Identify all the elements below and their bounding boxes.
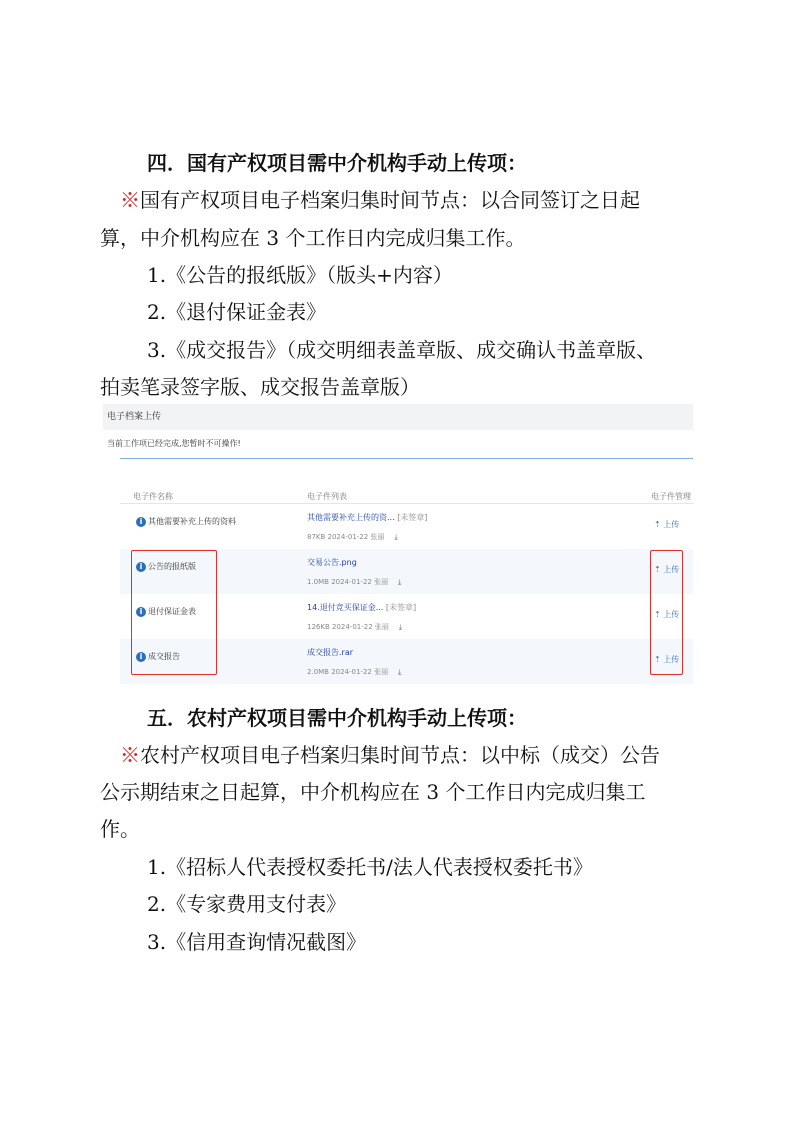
sign-status: [未签章] (397, 513, 428, 522)
file-link[interactable] (307, 512, 427, 523)
section5-note-line2: 公示期结束之日起算，中介机构应在 3 个工作日内完成归集工 (100, 780, 646, 804)
upload-label: 上传 (663, 565, 680, 574)
section4-item-3-cont: 拍卖笔录签字版、成交报告盖章版） (100, 375, 420, 399)
file-meta (307, 577, 401, 587)
section4-item-3: 3.《成交报告》（成交明细表盖章版、成交确认书盖章版、 (147, 338, 657, 362)
row-name: 公告的报纸版 (148, 562, 196, 571)
upload-label: 上传 (663, 610, 680, 619)
highlight-box-names (131, 550, 217, 675)
upload-icon: ⇡ (654, 565, 661, 574)
divider (120, 458, 693, 459)
file-name[interactable]: 成交报告.rar (307, 648, 354, 657)
file-meta (307, 667, 401, 677)
row-name: 成交报告 (148, 652, 180, 661)
section4-note (120, 185, 793, 215)
reference-mark-icon: ※ (120, 743, 140, 767)
info-icon: i (136, 562, 146, 572)
file-meta-text: 1.0MB 2024-01-22 张丽 (307, 578, 389, 586)
table-row (120, 504, 693, 549)
status-notice: 当前工作项已经完成,您暂时不可操作! (107, 439, 241, 448)
file-meta (307, 532, 398, 542)
upload-icon: ⇡ (654, 655, 661, 664)
file-link[interactable] (307, 557, 357, 568)
download-icon[interactable]: ⤓ (398, 578, 402, 586)
column-header-name: 电子件名称 (133, 492, 173, 501)
section5-note-line1: 农村产权项目电子档案归集时间节点：以中标（成交）公告 (140, 743, 660, 767)
download-icon[interactable]: ⤓ (398, 623, 402, 631)
reference-mark-icon: ※ (120, 188, 140, 212)
download-icon[interactable]: ⤓ (398, 668, 402, 676)
section5-note (120, 740, 793, 770)
file-meta-text: 126KB 2024-01-22 张丽 (307, 623, 389, 631)
section5-item-1: 1.《招标人代表授权委托书/法人代表授权委托书》 (147, 855, 593, 879)
section4-note-line2: 算，中介机构应在 3 个工作日内完成归集工作。 (100, 226, 526, 250)
file-link[interactable] (307, 647, 353, 658)
section4-note-line1: 国有产权项目电子档案归集时间节点：以合同签订之日起 (140, 188, 640, 212)
download-icon[interactable]: ⤓ (394, 533, 398, 541)
section5-item-2: 2.《专家费用支付表》 (147, 892, 347, 916)
column-header-files: 电子件列表 (307, 492, 347, 501)
file-name[interactable]: 14.退付竞买保证金... (307, 603, 384, 612)
file-meta (307, 622, 402, 632)
section5-heading: 五．农村产权项目需中介机构手动上传项： (147, 706, 527, 730)
upload-icon: ⇡ (654, 520, 661, 529)
file-meta-text: 2.0MB 2024-01-22 张丽 (307, 668, 389, 676)
file-link[interactable] (307, 602, 416, 613)
section4-heading: 四．国有产权项目需中介机构手动上传项： (147, 151, 527, 175)
upload-label: 上传 (663, 655, 680, 664)
sign-status: [未签章] (385, 603, 417, 612)
section5-item-3: 3.《信用查询情况截图》 (147, 930, 367, 954)
row-name: 其他需要补充上传的资料 (148, 517, 236, 526)
info-icon: i (136, 607, 146, 617)
upload-button[interactable] (654, 519, 679, 530)
section5-note-line3: 作。 (100, 817, 140, 841)
info-icon: i (136, 652, 146, 662)
section4-item-2: 2.《退付保证金表》 (147, 300, 327, 324)
row-name: 退付保证金表 (148, 607, 196, 616)
info-icon: i (136, 517, 146, 527)
file-name[interactable]: 其他需要补充上传的资... (307, 513, 395, 522)
archive-upload-screenshot (103, 404, 693, 682)
file-meta-text: 87KB 2024-01-22 张丽 (307, 533, 385, 541)
section4-item-1: 1.《公告的报纸版》（版头+内容） (147, 263, 453, 287)
highlight-box-upload (650, 550, 683, 675)
column-header-manage: 电子件管理 (651, 492, 691, 501)
upload-icon: ⇡ (654, 610, 661, 619)
file-name[interactable]: 交易公告.png (307, 558, 357, 567)
panel-title: 电子档案上传 (103, 404, 693, 430)
upload-label: 上传 (663, 520, 680, 529)
